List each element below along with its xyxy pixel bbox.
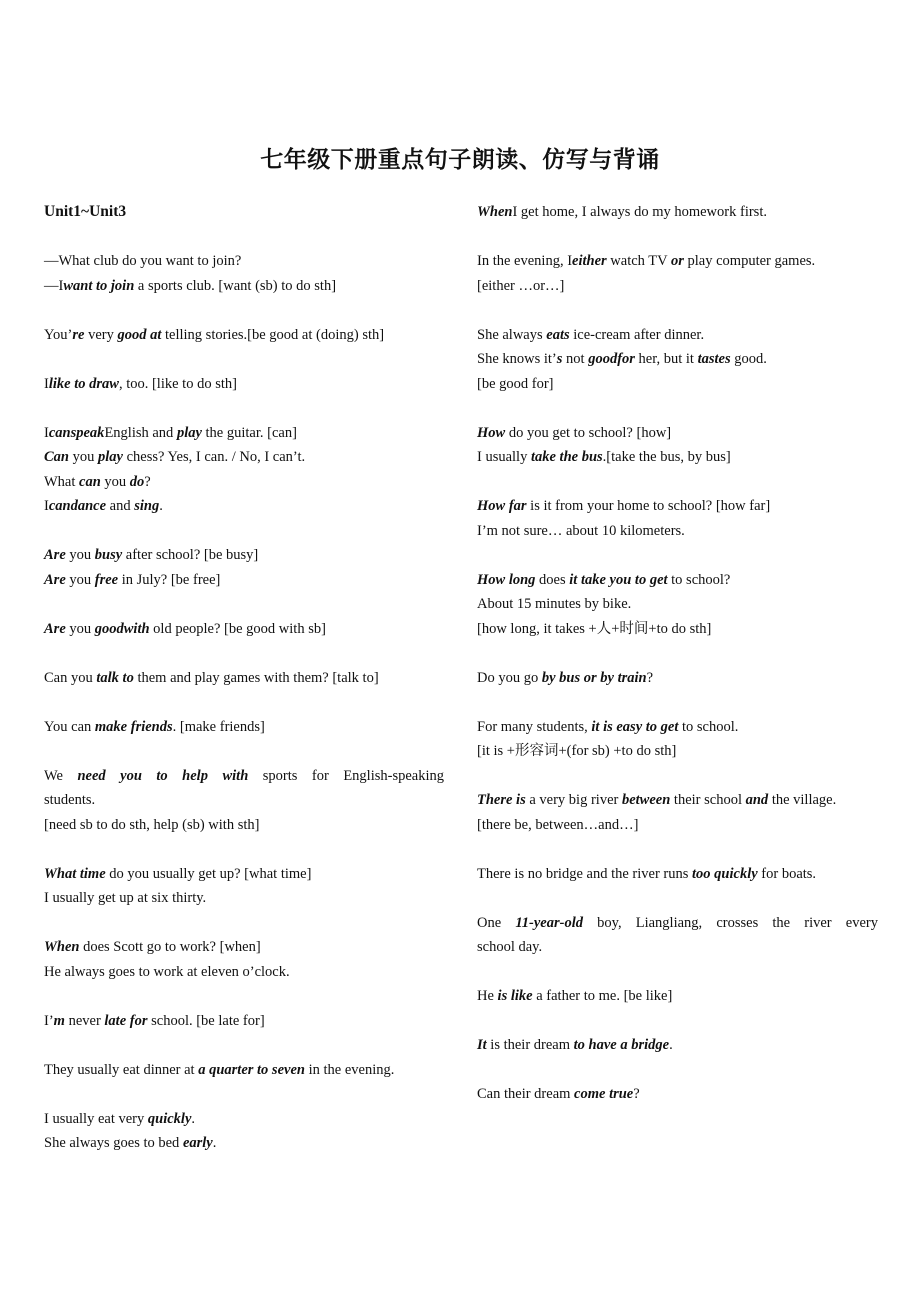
- key-phrase: to have a bridge: [573, 1037, 670, 1053]
- sentence-text: .: [669, 1037, 673, 1053]
- sentence-text: There is no bridge and the river runs: [477, 865, 693, 882]
- sentence-text: you: [100, 473, 130, 490]
- sentence-text: after school? [be busy]: [122, 547, 259, 563]
- key-phrase: talk to: [96, 669, 134, 686]
- sentence-text: English and: [104, 424, 177, 441]
- blank-line: [44, 739, 444, 764]
- sentence-text: their school: [670, 792, 746, 808]
- sentence-text: I usually: [477, 449, 531, 465]
- blank-line: [477, 543, 878, 568]
- key-phrase: a quarter to seven: [198, 1061, 305, 1078]
- sentence-text: .: [212, 1135, 217, 1151]
- sentence-text: I’m not sure… about 10 kilometers.: [477, 522, 685, 539]
- blank-line: [477, 837, 878, 862]
- blank-line: [477, 396, 878, 421]
- sentence-line: [44, 274, 444, 299]
- sentence-text: the village.: [768, 792, 837, 808]
- key-phrase: quickly: [147, 1110, 192, 1127]
- sentence-text: to school?: [667, 571, 731, 588]
- sentence-text: Can their dream: [477, 1086, 575, 1102]
- sentence-line: [44, 249, 444, 274]
- sentence-text: in the evening.: [304, 1061, 395, 1078]
- sentence-text: Do you go: [477, 669, 542, 686]
- sentence-line: [44, 543, 444, 568]
- sentence-text: For many students,: [477, 718, 592, 735]
- sentence-line: [477, 666, 878, 691]
- key-phrase: How far: [477, 498, 527, 514]
- sentence-text: telling stories.[be good at (doing) sth]: [161, 326, 385, 343]
- sentence-text: I: [44, 424, 49, 441]
- key-phrase: goodwith: [94, 620, 150, 637]
- sentence-text: One: [477, 914, 516, 931]
- sentence-text: play computer games.: [683, 253, 816, 269]
- sentence-text: does: [535, 571, 570, 588]
- sentence-text: sports for English-speaking: [248, 767, 444, 784]
- sentence-text: About 15 minutes by bike.: [477, 596, 632, 612]
- key-phrase: play: [176, 424, 202, 441]
- sentence-text: [either …or…]: [477, 277, 565, 294]
- sentence-line: [477, 788, 878, 813]
- sentence-text: I usually get up at six thirty.: [44, 890, 207, 906]
- sentence-line: [44, 494, 444, 519]
- blank-line: [44, 347, 444, 372]
- sentence-text: You can: [44, 718, 95, 735]
- sentence-text: to school.: [678, 718, 739, 735]
- sentence-text: students.: [44, 792, 96, 808]
- sentence-text: She knows it’: [477, 351, 557, 367]
- key-phrase: like to draw: [48, 375, 119, 392]
- sentence-text: and: [106, 498, 135, 514]
- blank-line: [44, 911, 444, 936]
- blank-line: [477, 690, 878, 715]
- key-phrase: Are: [44, 571, 66, 588]
- sentence-text: Can you: [44, 669, 97, 686]
- key-phrase: either: [572, 253, 607, 269]
- key-phrase: Are: [44, 620, 66, 637]
- key-phrase: busy: [94, 547, 123, 563]
- sentence-line: [44, 813, 444, 838]
- sentence-line: [477, 494, 878, 519]
- sentence-line: [44, 445, 444, 470]
- sentence-text: school day.: [477, 939, 543, 955]
- key-phrase: re: [72, 326, 85, 343]
- key-phrase: eats: [546, 326, 570, 343]
- sentence-text: is it from your home to school? [how far]: [526, 498, 771, 514]
- sentence-text: watch TV: [606, 253, 671, 269]
- sentence-text: do you usually get up? [what time]: [105, 865, 312, 882]
- sentence-text: You’: [44, 326, 73, 343]
- sentence-text: in July? [be free]: [118, 571, 221, 588]
- sentence-line: [44, 715, 444, 740]
- key-phrase: it is easy to get: [591, 718, 679, 735]
- sentence-text: do you get to school? [how]: [505, 424, 672, 441]
- blank-line: [44, 519, 444, 544]
- sentence-text: chess? Yes, I can. / No, I can’t.: [122, 449, 306, 465]
- key-phrase: come true: [574, 1086, 634, 1102]
- sentence-text: We: [44, 767, 78, 784]
- blank-line: [44, 984, 444, 1009]
- key-phrase: need you to help with: [77, 767, 249, 784]
- sentence-line: [477, 1082, 878, 1107]
- key-phrase: How: [477, 424, 506, 441]
- sentence-text: them and play games with them? [talk to]: [133, 669, 379, 686]
- key-phrase: by bus or by train: [541, 669, 647, 686]
- key-phrase: It: [477, 1037, 487, 1053]
- sentence-text: a father to me. [be like]: [532, 988, 673, 1004]
- key-phrase: When: [44, 939, 80, 955]
- key-phrase: Are: [44, 547, 66, 563]
- sentence-line: [477, 715, 878, 740]
- sentence-text: a sports club. [want (sb) to do sth]: [134, 277, 337, 294]
- sentence-line: [44, 617, 444, 642]
- sentence-text: for boats.: [757, 865, 817, 882]
- sentence-text: you: [69, 449, 98, 465]
- blank-line: [44, 690, 444, 715]
- key-phrase: it take you to get: [569, 571, 668, 588]
- sentence-text: What: [44, 473, 80, 490]
- sentence-text: [how long, it takes +人+时间+to do sth]: [477, 620, 712, 637]
- sentence-text: —I: [44, 277, 64, 294]
- right-column: [477, 200, 878, 1107]
- sentence-line: [477, 813, 878, 838]
- key-phrase: How long: [477, 571, 536, 588]
- sentence-line: [477, 347, 878, 372]
- blank-line: [44, 837, 444, 862]
- sentence-line: [44, 200, 444, 225]
- key-phrase: play: [98, 449, 123, 465]
- sentence-text: . [make friends]: [172, 718, 265, 735]
- sentence-line: [477, 274, 878, 299]
- sentence-text: I: [44, 498, 49, 514]
- unit-heading: Unit1~Unit3: [44, 203, 127, 220]
- sentence-text: very: [84, 326, 118, 343]
- sentence-line: [44, 421, 444, 446]
- sentence-line: [44, 323, 444, 348]
- sentence-text: school. [be late for]: [147, 1012, 265, 1029]
- blank-line: [477, 764, 878, 789]
- key-phrase: good at: [117, 326, 162, 343]
- sentence-line: [477, 592, 878, 617]
- sentence-text: She always: [477, 326, 547, 343]
- key-phrase: make friends: [94, 718, 173, 735]
- sentence-text: She always goes to bed: [44, 1135, 183, 1151]
- key-phrase: can: [79, 473, 101, 490]
- blank-line: [44, 396, 444, 421]
- sentence-line: [44, 372, 444, 397]
- blank-line: [477, 641, 878, 666]
- sentence-text: her, but it: [634, 351, 698, 367]
- sentence-text: good.: [730, 351, 767, 367]
- blank-line: [477, 886, 878, 911]
- sentence-text: , too. [like to do sth]: [118, 375, 237, 392]
- blank-line: [477, 470, 878, 495]
- key-phrase: candance: [48, 498, 107, 514]
- sentence-text: old people? [be good with sb]: [149, 620, 326, 637]
- page-title: 七年级下册重点句子朗读、仿写与背诵: [260, 147, 660, 173]
- key-phrase: 11-year-old: [515, 914, 583, 931]
- sentence-text: the guitar. [can]: [201, 424, 297, 441]
- sentence-text: you: [65, 547, 95, 563]
- blank-line: [477, 1009, 878, 1034]
- sentence-text: [be good for]: [477, 375, 554, 392]
- blank-line: [44, 1082, 444, 1107]
- sentence-text: ice-cream after dinner.: [569, 326, 705, 343]
- sentence-line: [44, 568, 444, 593]
- sentence-text: .: [159, 498, 163, 514]
- sentence-line: [44, 886, 444, 911]
- sentence-text: never: [64, 1012, 105, 1029]
- blank-line: [44, 298, 444, 323]
- key-phrase: and: [745, 792, 769, 808]
- sentence-text: .[take the bus, by bus]: [602, 449, 731, 465]
- blank-line: [44, 592, 444, 617]
- key-phrase: or: [670, 253, 684, 269]
- sentence-text: ?: [646, 669, 654, 686]
- sentence-line: [44, 470, 444, 495]
- sentence-line: [44, 935, 444, 960]
- key-phrase: too quickly: [692, 865, 758, 882]
- key-phrase: early: [182, 1135, 213, 1151]
- sentence-line: [44, 666, 444, 691]
- sentence-text: .: [191, 1110, 196, 1127]
- sentence-line: [44, 862, 444, 887]
- sentence-text: [there be, between…and…]: [477, 816, 639, 833]
- sentence-line: [477, 372, 878, 397]
- sentence-line: [477, 421, 878, 446]
- left-column: [44, 200, 444, 1156]
- key-phrase: between: [621, 792, 671, 808]
- sentence-line: [44, 1107, 444, 1132]
- key-phrase: When: [477, 204, 513, 220]
- sentence-text: ?: [633, 1086, 640, 1102]
- key-phrase: s: [556, 351, 563, 367]
- sentence-line: [44, 1058, 444, 1083]
- blank-line: [477, 960, 878, 985]
- key-phrase: canspeak: [48, 424, 105, 441]
- sentence-text: does Scott go to work? [when]: [79, 939, 261, 955]
- sentence-text: I: [44, 375, 49, 392]
- sentence-text: He always goes to work at eleven o’clock.: [44, 963, 290, 980]
- sentence-text: you: [65, 571, 95, 588]
- sentence-line: [477, 935, 878, 960]
- key-phrase: is like: [497, 988, 533, 1004]
- key-phrase: goodfor: [588, 351, 635, 367]
- sentence-text: I’: [44, 1012, 54, 1029]
- sentence-line: [477, 911, 878, 936]
- sentence-line: [44, 960, 444, 985]
- sentence-text: you: [65, 620, 95, 637]
- blank-line: [44, 225, 444, 250]
- sentence-text: I get home, I always do my homework first.: [512, 204, 767, 220]
- sentence-line: [477, 519, 878, 544]
- sentence-text: [it is +形容词+(for sb) +to do sth]: [477, 743, 677, 759]
- sentence-line: [477, 445, 878, 470]
- sentence-line: [477, 200, 878, 225]
- sentence-text: They usually eat dinner at: [44, 1061, 199, 1078]
- sentence-text: not: [562, 351, 589, 367]
- sentence-text: In the evening, I: [477, 253, 573, 269]
- sentence-text: —What club do you want to join?: [44, 253, 242, 269]
- sentence-line: [477, 568, 878, 593]
- sentence-text: ?: [144, 473, 151, 490]
- sentence-text: [need sb to do sth, help (sb) with sth]: [44, 816, 260, 833]
- key-phrase: m: [53, 1012, 65, 1029]
- sentence-text: is their dream: [486, 1037, 574, 1053]
- key-phrase: do: [129, 473, 145, 490]
- sentence-line: [477, 249, 878, 274]
- sentence-line: [44, 1131, 444, 1156]
- sentence-text: He: [477, 988, 498, 1004]
- sentence-line: [477, 984, 878, 1009]
- key-phrase: tastes: [697, 351, 731, 367]
- blank-line: [477, 225, 878, 250]
- blank-line: [44, 1033, 444, 1058]
- sentence-text: a very big river: [525, 792, 622, 808]
- key-phrase: Can: [44, 449, 69, 465]
- key-phrase: take the bus: [530, 449, 603, 465]
- blank-line: [477, 298, 878, 323]
- sentence-line: [477, 862, 878, 887]
- sentence-line: [44, 764, 444, 789]
- blank-line: [44, 641, 444, 666]
- key-phrase: What time: [44, 865, 106, 882]
- sentence-line: [477, 739, 878, 764]
- key-phrase: There is: [477, 792, 526, 808]
- sentence-line: [477, 617, 878, 642]
- blank-line: [477, 1058, 878, 1083]
- sentence-line: [44, 788, 444, 813]
- key-phrase: sing: [134, 498, 160, 514]
- key-phrase: want to join: [63, 277, 135, 294]
- key-phrase: free: [94, 571, 119, 588]
- sentence-text: I usually eat very: [44, 1110, 148, 1127]
- sentence-line: [44, 1009, 444, 1034]
- sentence-line: [477, 323, 878, 348]
- key-phrase: late for: [104, 1012, 148, 1029]
- sentence-line: [477, 1033, 878, 1058]
- sentence-text: boy, Liangliang, crosses the river every: [582, 914, 878, 931]
